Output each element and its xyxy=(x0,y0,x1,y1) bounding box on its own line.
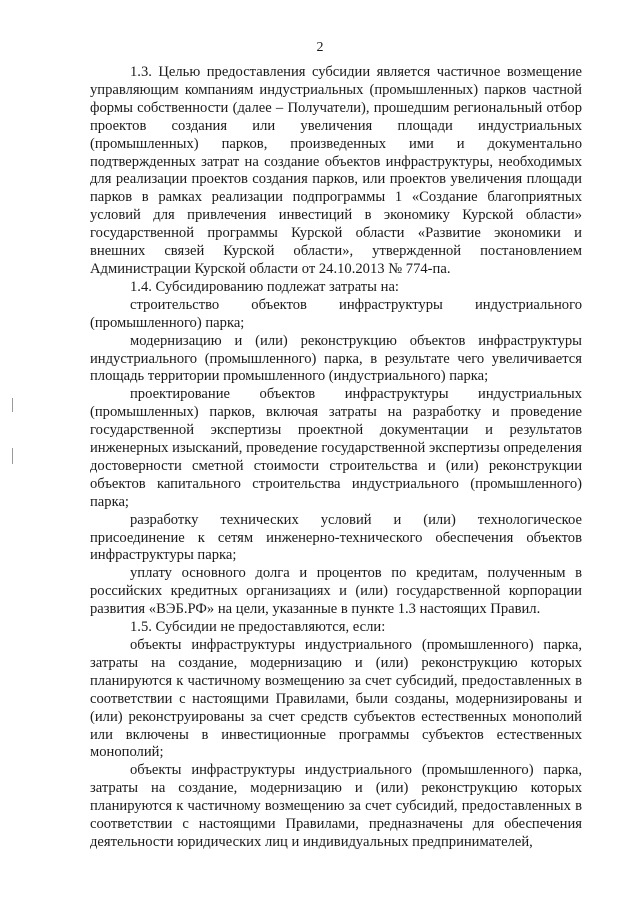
paragraph-design: проектирование объектов инфраструктуры индустриальных (промышленных) парков, включая затраты на разработку и проведение государственной экспертизы проектной документации и результатов инженерных изысканий, проведение государственной экспертизы определения достоверности сметной стоимости строительства и (или) реконструкции объектов капитального строительства индустриального (промышленного) парка; xyxy=(90,386,582,510)
paragraph-modernization: модернизацию и (или) реконструкцию объектов инфраструктуры индустриального (промышленного) парка, в результате чего увеличивается площадь территории промышленного (индустриального) парка; xyxy=(90,332,582,385)
document-body xyxy=(90,64,582,852)
paragraph-1-5-heading: 1.5. Субсидии не предоставляются, если: xyxy=(130,619,386,636)
scan-artifact-mark xyxy=(12,448,13,464)
page-number: 2 xyxy=(316,40,324,55)
paragraph-1-4-heading: 1.4. Субсидированию подлежат затраты на: xyxy=(130,278,399,295)
scan-artifact-mark xyxy=(12,398,13,412)
paragraph-loan-repayment: уплату основного долга и процентов по кредитам, полученным в российских кредитных организациях и (или) государственной корпорации развития «ВЭБ.РФ» на цели, указанные в пункте 1.3 настоящих Правил. xyxy=(90,565,582,618)
paragraph-natural-monopolies: объекты инфраструктуры индустриального (промышленного) парка, затраты на создание, модернизацию и (или) реконструкцию которых планируются к частичному возмещению за счет субсидий, предоставленных в соответствии с настоящими Правилами, были созданы, модернизированы и (или) реконструированы за счет средств субъектов естественных монополий или включены в инвестиционные программы субъектов естественных монополий; xyxy=(90,637,582,761)
paragraph-construction: строительство объектов инфраструктуры индустриального (промышленного) парка; xyxy=(90,296,582,331)
paragraph-1-3-purpose: 1.3. Целью предоставления субсидии является частичное возмещение управляющим компаниям индустриальных (промышленных) парков частной формы собственности (далее – Получатели), прошедшим региональный отбор проектов создания или увеличения площади индустриальных (промышленных) парков, произведенных ими и документально подтвержденных затрат на создание объектов инфраструктуры, необходимых для реализации проектов создания парков, или проектов увеличения площади парков в рамках реализации подпрограммы 1 «Создание благоприятных условий для привлечения инвестиций в экономику Курской области» государственной программы Курской области «Развитие экономики и внешних связей Курской области», утвержденной постановлением Администрации Курской области от 24.10.2013 № 774-па. xyxy=(90,64,582,277)
paragraph-intended-use: объекты инфраструктуры индустриального (промышленного) парка, затраты на создание, модернизацию и (или) реконструкцию которых планируются к частичному возмещению за счет субсидий, предоставленных в соответствии с настоящими Правилами, предназначены для обеспечения деятельности юридических лиц и индивидуальных предпринимателей, xyxy=(90,762,582,850)
paragraph-technical-conditions: разработку технических условий и (или) технологическое присоединение к сетям инженерно-технического обеспечения объектов инфраструктуры парка; xyxy=(90,511,582,564)
